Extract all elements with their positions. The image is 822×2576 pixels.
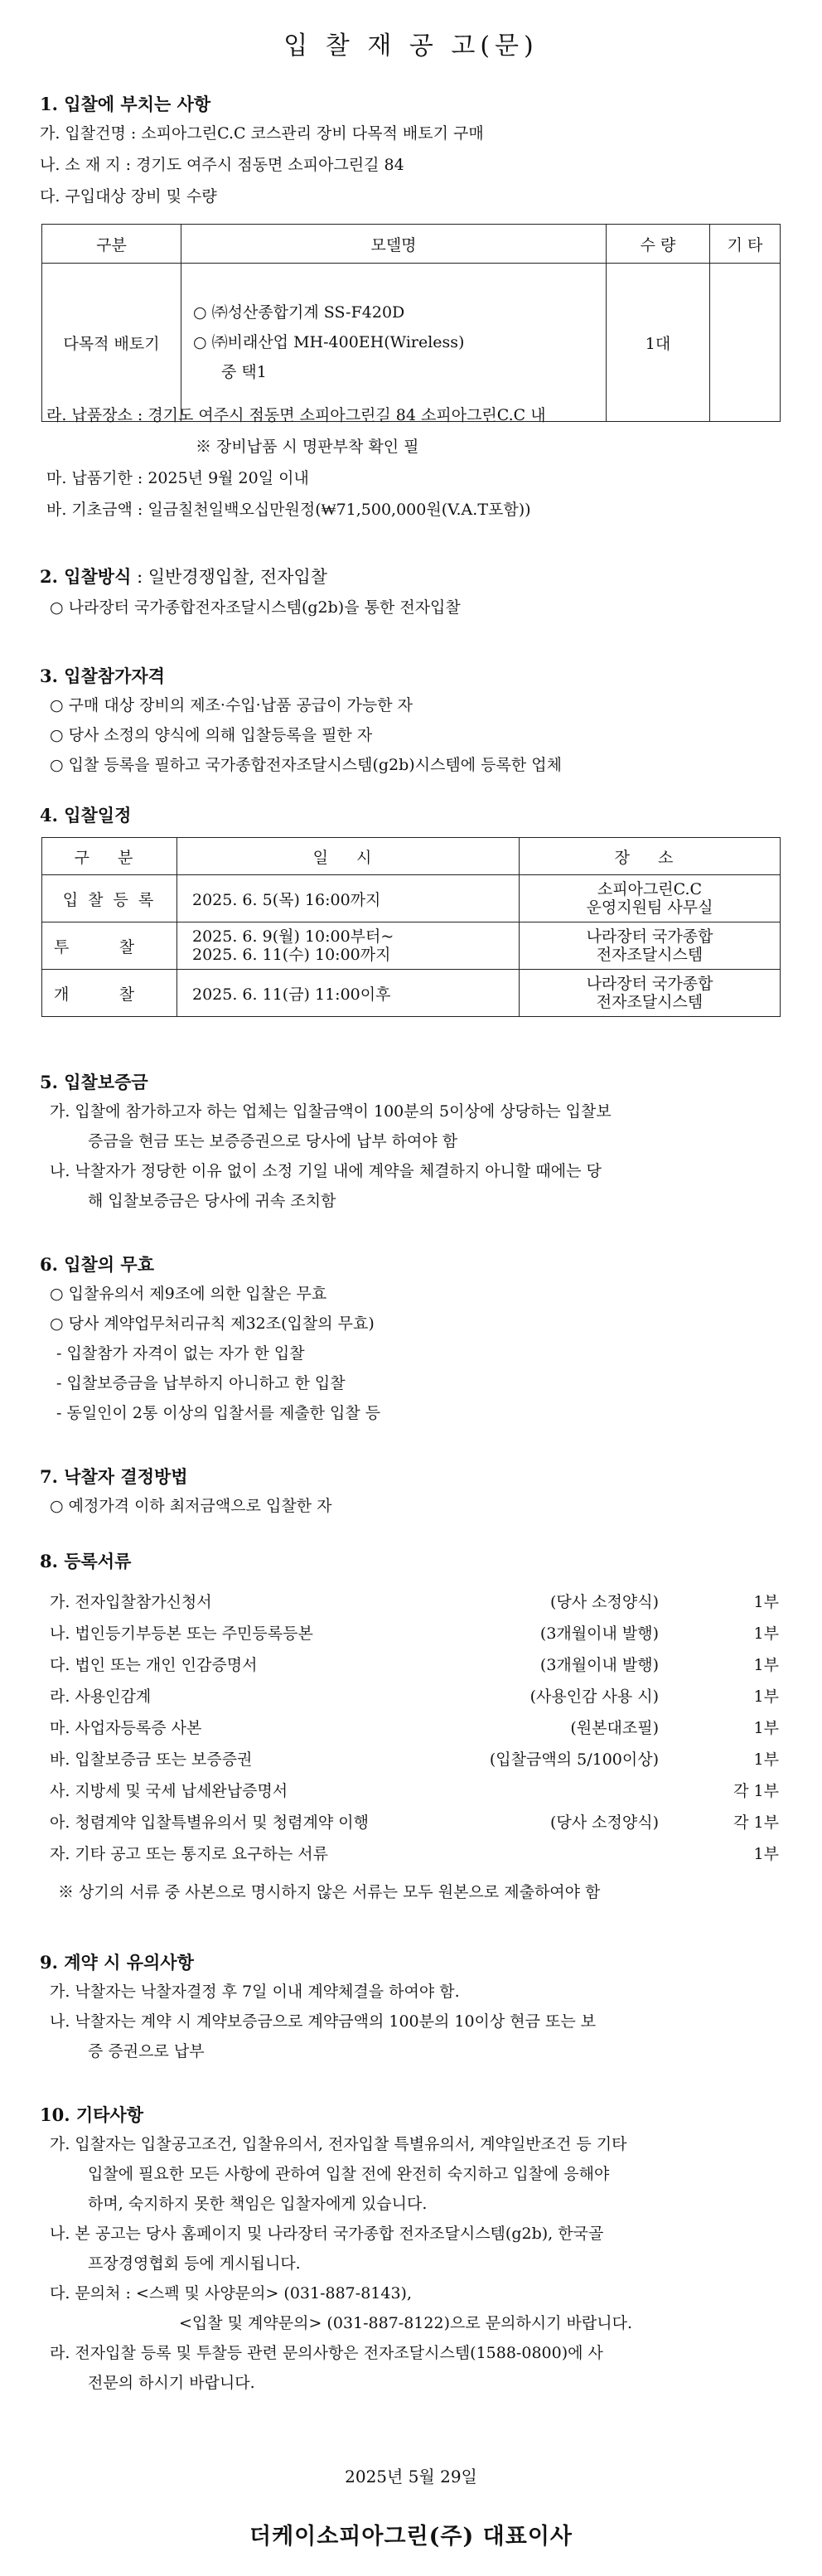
table-header-category: 구분 <box>42 225 181 264</box>
section-6-heading: 6. 입찰의 무효 <box>40 1254 154 1275</box>
section-2-title: 2. 입찰방식 <box>40 566 132 587</box>
model-choice-note: 중 택1 <box>221 363 267 381</box>
schedule-header-datetime: 일 시 <box>177 838 520 875</box>
doc-name: 바. 입찰보증금 또는 보증증권 <box>50 1750 253 1769</box>
misc-line-4b: 전문의 하시기 바랍니다. <box>88 2374 255 2392</box>
doc-condition: (당사 소정양식) <box>550 1593 659 1611</box>
schedule-header-place: 장 소 <box>520 838 781 875</box>
doc-condition: (3개월이내 발행) <box>539 1656 659 1674</box>
delivery-place-line: 라. 납품장소 : 경기도 여주시 점동면 소피아그린길 84 소피아그린C.C 내 <box>46 406 546 424</box>
contract-line-2: 나. 낙찰자는 계약 시 계약보증금으로 계약금액의 100분의 10이상 현금 또는 보 <box>50 2012 597 2031</box>
doc-condition: (사용인감 사용 시) <box>529 1687 659 1706</box>
doc-count: 1부 <box>753 1593 779 1611</box>
table-cell-qty: 1대 <box>607 264 710 422</box>
contract-line-2b: 증 증권으로 납부 <box>88 2042 205 2060</box>
table-header-etc: 기 타 <box>710 225 781 264</box>
list-item <box>50 1653 779 1678</box>
schedule-place <box>520 875 781 922</box>
table-row <box>42 875 781 922</box>
doc-condition: (3개월이내 발행) <box>539 1625 659 1643</box>
winner-method-line: ○ 예정가격 이하 최저금액으로 입찰한 자 <box>50 1497 332 1515</box>
doc-name: 자. 기타 공고 또는 통지로 요구하는 서류 <box>50 1845 328 1863</box>
misc-line-4: 라. 전자입찰 등록 및 투찰등 관련 문의사항은 전자조달시스템(1588-0800)에 사 <box>50 2344 603 2362</box>
schedule-type: 투 찰 <box>42 922 177 970</box>
deposit-line-2: 나. 낙찰자가 정당한 이유 없이 소정 기일 내에 계약을 체결하지 아니할 때에는 당 <box>50 1162 602 1180</box>
doc-condition: (원본대조필) <box>570 1719 659 1737</box>
section-7-heading: 7. 낙찰자 결정방법 <box>40 1466 188 1487</box>
doc-count: 1부 <box>753 1750 779 1769</box>
equipment-table <box>41 224 781 422</box>
delivery-deadline-line: 마. 납품기한 : 2025년 9월 20일 이내 <box>46 469 309 487</box>
misc-line-1b: 입찰에 필요한 모든 사항에 관하여 입찰 전에 완전히 숙지하고 입찰에 응해야 <box>88 2165 610 2183</box>
section-2-method: : 일반경쟁입찰, 전자입찰 <box>131 567 328 587</box>
bid-name-line: 가. 입찰건명 : 소피아그린C.C 코스관리 장비 다목적 배토기 구매 <box>40 124 484 143</box>
table-cell-category: 다목적 배토기 <box>42 264 181 422</box>
doc-condition: (당사 소정양식) <box>550 1813 659 1832</box>
doc-name: 마. 사업자등록증 사본 <box>50 1719 202 1737</box>
page-title: 입 찰 재 공 고(문) <box>283 31 539 61</box>
list-item <box>50 1842 779 1867</box>
deposit-line-1b: 증금을 현금 또는 보증증권으로 당사에 납부 하여야 함 <box>88 1132 458 1150</box>
doc-name: 사. 지방세 및 국세 납세완납증명서 <box>50 1782 288 1800</box>
base-amount-line: 바. 기초금액 : 일금칠천일백오십만원정(₩71,500,000원(V.A.T포함)) <box>46 501 531 519</box>
table-cell-model <box>181 264 607 422</box>
misc-line-1: 가. 입찰자는 입찰공고조건, 입찰유의서, 전자입찰 특별유의서, 계약일반조건 등 기타 <box>50 2135 627 2153</box>
list-item <box>50 1621 779 1646</box>
invalid-line-5: - 동일인이 2통 이상의 입찰서를 제출한 입찰 등 <box>56 1404 381 1422</box>
doc-count: 각 1부 <box>733 1782 779 1800</box>
section-3-heading: 3. 입찰참가자격 <box>40 666 165 686</box>
table-header-model: 모델명 <box>181 225 607 264</box>
table-row <box>42 922 781 970</box>
qualification-1: ○ 구매 대상 장비의 제조·수입·납품 공급이 가능한 자 <box>50 696 413 714</box>
signature: 더케이소피아그린(주) 대표이사 <box>249 2524 573 2549</box>
qualification-3: ○ 입찰 등록을 필하고 국가종합전자조달시스템(g2b)시스템에 등록한 업체 <box>50 756 562 774</box>
doc-count: 1부 <box>753 1625 779 1643</box>
misc-line-3b: <입찰 및 계약문의> (031-887-8122)으로 문의하시기 바랍니다. <box>179 2314 632 2332</box>
doc-name: 다. 법인 또는 개인 인감증명서 <box>50 1656 258 1674</box>
misc-line-1c: 하며, 숙지하지 못한 책임은 입찰자에게 있습니다. <box>88 2195 428 2213</box>
schedule-place <box>520 970 781 1017</box>
schedule-datetime <box>177 875 520 922</box>
section-10-heading: 10. 기타사항 <box>40 2104 143 2125</box>
schedule-type: 개 찰 <box>42 970 177 1017</box>
doc-count: 1부 <box>753 1845 779 1863</box>
doc-count: 1부 <box>753 1719 779 1737</box>
schedule-type: 입 찰 등 록 <box>42 875 177 922</box>
schedule-datetime <box>177 970 520 1017</box>
doc-condition: (입찰금액의 5/100이상) <box>489 1750 659 1769</box>
list-item <box>50 1684 779 1709</box>
equipment-line: 다. 구입대상 장비 및 수량 <box>40 187 217 206</box>
place-line: 전자조달시스템 <box>596 946 704 964</box>
section-2-heading <box>40 564 327 588</box>
section-1-heading: 1. 입찰에 부치는 사항 <box>40 94 211 114</box>
invalid-line-4: - 입찰보증금을 납부하지 아니하고 한 입찰 <box>56 1374 346 1392</box>
misc-line-3: 다. 문의처 : <스펙 및 사양문의> (031-887-8143), <box>50 2284 413 2302</box>
doc-count: 1부 <box>753 1687 779 1706</box>
list-item <box>50 1779 779 1804</box>
place-line: 소피아그린C.C <box>597 880 703 898</box>
qualification-2: ○ 당사 소정의 양식에 의해 입찰등록을 필한 자 <box>50 726 373 744</box>
place-line: 전자조달시스템 <box>596 993 704 1011</box>
doc-count: 1부 <box>753 1656 779 1674</box>
datetime-line: 2025. 6. 5(목) 16:00까지 <box>192 890 381 909</box>
model-option-2: ○ ㈜비래산업 MH-400EH(Wireless) <box>193 333 465 351</box>
doc-count: 각 1부 <box>733 1813 779 1832</box>
invalid-line-3: - 입찰참가 자격이 없는 자가 한 입찰 <box>56 1344 305 1363</box>
doc-name: 가. 전자입찰참가신청서 <box>50 1593 212 1611</box>
datetime-line: 2025. 6. 11(금) 11:00이후 <box>192 985 391 1004</box>
table-header-qty: 수 량 <box>607 225 710 264</box>
list-item <box>50 1810 779 1835</box>
doc-name: 라. 사용인감계 <box>50 1687 152 1706</box>
misc-line-2b: 프장경영협회 등에 게시됩니다. <box>88 2254 301 2273</box>
invalid-line-2: ○ 당사 계약업무처리규칙 제32조(입찰의 무효) <box>50 1315 375 1333</box>
place-line: 나라장터 국가종합 <box>586 927 713 946</box>
table-row <box>42 970 781 1017</box>
list-item <box>50 1747 779 1772</box>
schedule-datetime <box>177 922 520 970</box>
misc-line-2: 나. 본 공고는 당사 홈페이지 및 나라장터 국가종합 전자조달시스템(g2b), 한국골 <box>50 2225 604 2243</box>
section-4-heading: 4. 입찰일정 <box>40 805 132 826</box>
datetime-line: 2025. 6. 9(월) 10:00부터~ <box>192 927 394 946</box>
place-line: 운영지원팀 사무실 <box>586 898 713 917</box>
section-5-heading: 5. 입찰보증금 <box>40 1072 148 1092</box>
documents-note: ※ 상기의 서류 중 사본으로 명시하지 않은 서류는 모두 원본으로 제출하여야 함 <box>58 1883 601 1901</box>
schedule-place <box>520 922 781 970</box>
list-item <box>50 1716 779 1741</box>
place-line: 나라장터 국가종합 <box>586 975 713 993</box>
schedule-header-type: 구 분 <box>42 838 177 875</box>
list-item <box>50 1590 779 1615</box>
doc-name: 아. 청렴계약 입찰특별유의서 및 청렴계약 이행 <box>50 1813 369 1832</box>
contract-line-1: 가. 낙찰자는 낙찰자결정 후 7일 이내 계약체결을 하여야 함. <box>50 1983 460 2001</box>
section-8-heading: 8. 등록서류 <box>40 1551 132 1571</box>
model-option-1: ○ ㈜성산종합기계 SS-F420D <box>193 303 405 322</box>
invalid-line-1: ○ 입찰유의서 제9조에 의한 입찰은 무효 <box>50 1285 327 1303</box>
doc-name: 나. 법인등기부등본 또는 주민등록등본 <box>50 1625 313 1643</box>
section-9-heading: 9. 계약 시 유의사항 <box>40 1952 194 1973</box>
schedule-table <box>41 837 781 1017</box>
bid-method-line: ○ 나라장터 국가종합전자조달시스템(g2b)을 통한 전자입찰 <box>50 598 461 617</box>
notice-date: 2025년 5월 29일 <box>345 2467 477 2486</box>
location-line: 나. 소 재 지 : 경기도 여주시 점동면 소피아그린길 84 <box>40 156 404 174</box>
table-cell-etc <box>710 264 781 422</box>
delivery-note: ※ 장비납품 시 명판부착 확인 필 <box>196 438 419 456</box>
deposit-line-1: 가. 입찰에 참가하고자 하는 업체는 입찰금액이 100분의 5이상에 상당하는 입찰보 <box>50 1102 612 1121</box>
deposit-line-2b: 해 입찰보증금은 당사에 귀속 조치함 <box>88 1192 336 1210</box>
datetime-line: 2025. 6. 11(수) 10:00까지 <box>192 946 391 964</box>
